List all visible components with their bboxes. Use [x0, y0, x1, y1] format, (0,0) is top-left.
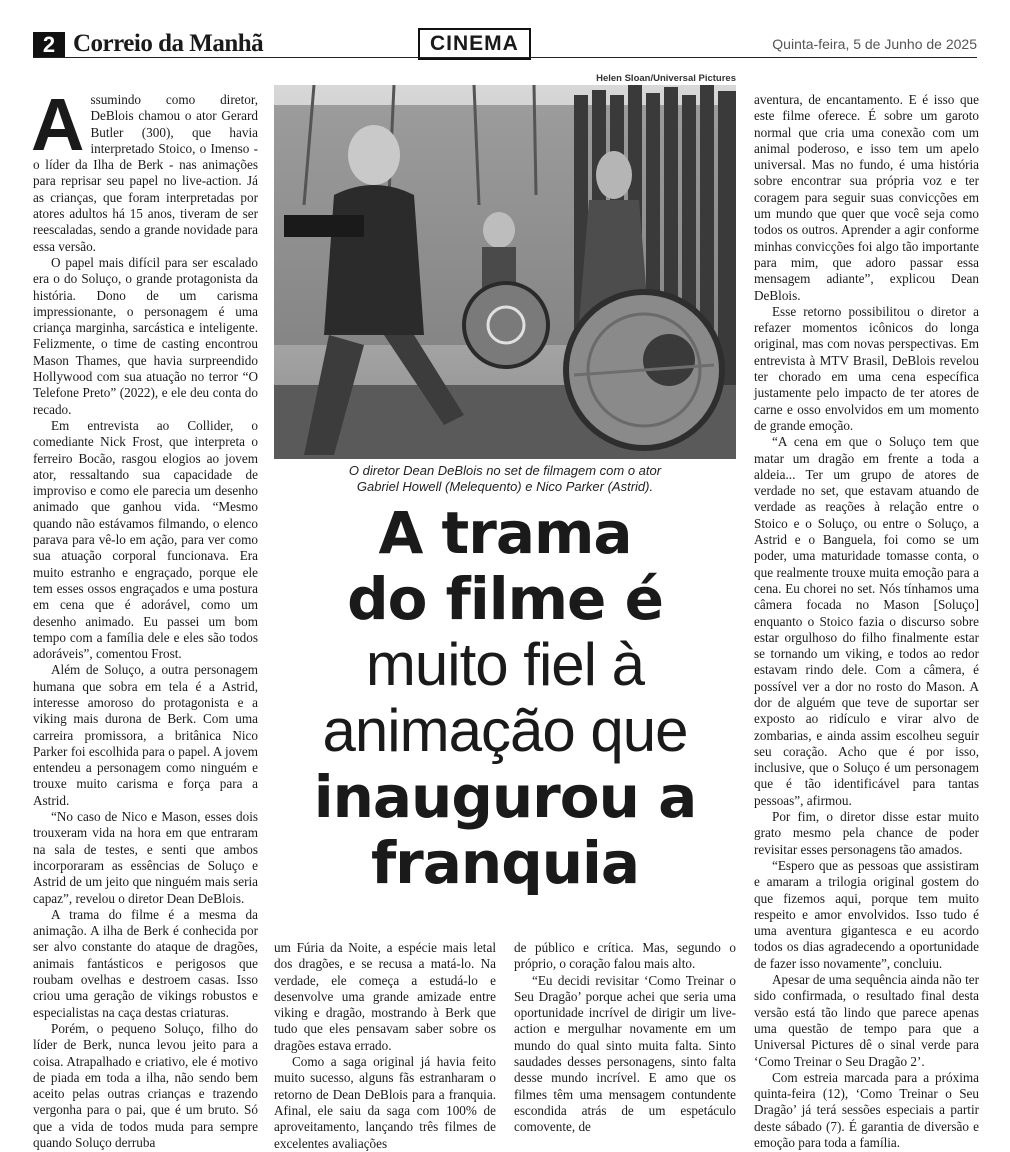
paragraph: A trama do filme é a mesma da animação. A ilha de Berk é conhecida por ser alvo constante do ataque de dragões, animais fantásticos e perigosos que roubam ovelhas e destroem casas. Isso criou uma geração de vikings robustos e especialistas na caça destas criaturas. [33, 906, 258, 1020]
article-column-3 [514, 940, 736, 1135]
photo-caption [274, 463, 736, 495]
issue-date: Quinta-feira, 5 de Junho de 2025 [772, 36, 977, 52]
page-number: 2 [33, 32, 65, 58]
paragraph: Além de Soluço, a outra personagem humana que sobra em tela é a Astrid, interesse amoroso do protagonista e a viking mais durona de Berk. Com uma carreira promissora, a britânica Nico Parker foi escolhida para o papel. A jovem entendeu a personagem como ninguém e trouxe muito carisma e força para a Astrid. [33, 662, 258, 808]
paragraph: Esse retorno possibilitou o diretor a refazer momentos icônicos do longa original, mas com novas perspectivas. Em entrevista à MTV Brasil, DeBlois revelou ter chorado em uma cena específica justamente pelo impacto de ter atores de carne e osso envolvidos em um momento de grande emoção. [754, 303, 979, 433]
pull-quote-line: A trama [378, 499, 632, 567]
lead-text: ssumindo como diretor, DeBlois chamou o ator Gerard Butler (300), que havia interpretado Stoico, o Imenso - o líder da Ilha de Berk - nas animações para reprisar seu papel no live-action. Já as crianças, que foram interpretadas por atores adultos há 15 anos, tiveram de ser reescaladas, sendo a grande novidade para essa versão. [33, 92, 258, 254]
caption-line-2: Gabriel Howell (Melequento) e Nico Parker (Astrid). [356, 479, 654, 494]
newspaper-title: Correio da Manhã [73, 30, 264, 57]
paragraph: Apesar de uma sequência ainda não ter sido confirmada, o resultado final desta versão está tão lindo que parece apenas uma questão de tempo para que a Universal Pictures dê o sinal verde para ‘Como Treinar o Seu Dragão 2’. [754, 972, 979, 1069]
pull-quote-line: muito fiel à [365, 631, 645, 698]
article-column-2 [274, 940, 496, 1151]
paragraph: de público e crítica. Mas, segundo o próprio, o coração falou mais alto. [514, 940, 736, 972]
lead-paragraph [31, 83, 258, 255]
paragraph: Em entrevista ao Collider, o comediante Nick Frost, que interpreta o ferreiro Bocão, rasgou elogios ao jovem ator, ressaltando sua capacidade de improviso e como ele parecia um desenho animado que ganhou vida. “Mesmo quando não estávamos filmando, o elenco parava para vê-lo em ação, para ver como sua atuação corporal funcionava. Era muito estranho e engraçado, porque ele tem esses ossos engraçados e uma postura em cena que é adorável, como um desenho animado. Eu passei um bom tempo com a família dele e eles são todos adoráveis”, comentou Frost. [33, 417, 258, 662]
article-column-1 [31, 83, 258, 1150]
film-set-photo [274, 85, 736, 459]
paragraph: Com estreia marcada para a próxima quinta-feira (12), ‘Como Treinar o Seu Dragão’ já terá sessões especiais a partir deste sábado (7). É garantia de diversão e emoção para toda a família. [754, 1069, 979, 1150]
photo-credit: Helen Sloan/Universal Pictures [596, 73, 736, 84]
paragraph: “Espero que as pessoas que assistiram e amaram a trilogia original gostem do que fizemos aqui, porque tem muito respeito e amor envolvidos. Isso tudo é uma aventura gigantesca e eu acordo todos os dias agradecendo a oportunidade de fazer isso novamente”, concluiu. [754, 857, 979, 971]
paragraph: “Eu decidi revisitar ‘Como Treinar o Seu Dragão’ porque achei que seria uma oportunidade incrível de dirigir um live-action e mergulhar novamente em um mundo do qual sinto muita falta. Sinto saudades desses personagens, sinto falta desse mundo incrível. E amo que os filmes têm uma mensagem contundente escondida atrás de um espetáculo comovente, de [514, 972, 736, 1135]
pull-quote-line: animação que [322, 697, 688, 764]
pull-quote-line: inaugurou a [313, 763, 697, 831]
pull-quote-line: do filme é [347, 565, 663, 633]
paragraph: O papel mais difícil para ser escalado era o do Soluço, o grande protagonista da história. Dono de um carisma impressionante, o personagem é uma criança marginha, sarcástica e inteligente. Felizmente, o time de casting encontrou Mason Thames, que havia surpreendido Hollywood com sua atuação no terror “O Telefone Preto” (2022), e ele deu conta do recado. [33, 254, 258, 417]
paragraph: aventura, de encantamento. E é isso que este filme oferece. É sobre um garoto normal que cria uma conexão com um animal poderoso, e isso tem um apelo universal. Mas no fundo, é uma história sobre encontrar sua própria voz e ter coragem para seguir suas convicções em um mundo que quer que você seja como todos os outros. Aprender a agir conforme minhas convicções foi algo tão importante para mim, que adoro passar essa mensagem adiante”, explicou Dean DeBlois. [754, 92, 979, 303]
section-label: CINEMA [418, 28, 531, 60]
article-column-4 [754, 92, 979, 1150]
page-header [33, 28, 977, 60]
header-rule [33, 57, 977, 58]
paragraph: “A cena em que o Soluço tem que matar um dragão em frente a toda a aldeia... Ter um grupo de atores de verdade no set, que estavam atuando de verdade as reações à relação entre o Stoico e o Soluço, ou entre o Soluço, a Astrid e o Banguela, foi como se um poder, uma maturidade tomasse conta, o que realmente trouxe muita emoção para a cena. Eu chorei no set. Nós tínhamos uma câmera focada no Mason [Soluço] enquanto o Stoico fazia o discurso sobre estar orgulhoso do filho finalmente estar se tornando um viking, e todos ao redor estavam rindo dele. Com a câmera, é possível ver a dor no rosto do Mason. A dor de alguém que teve de suportar ser exposto ao ridículo e virar alvo de zombarias, e ainda assim escolheu seguir seu coração. Acho que é por isso, inclusive, que o Soluço é um personagem que é tão identificável para tantas pessoas”, afirmou. [754, 434, 979, 808]
paragraph: Como a saga original já havia feito muito sucesso, alguns fãs estranharam o retorno de Dean DeBlois para a franquia. Afinal, ele saiu da saga com 100% de aproveitamento, lançando três filmes de excelentes avaliações [274, 1054, 496, 1151]
pull-quote [268, 500, 742, 896]
paragraph: um Fúria da Noite, a espécie mais letal dos dragões, e se recusa a matá-lo. Na verdade, ele começa a estudá-lo e desenvolve uma grande amizade entre viking e dragão, mostrando à Berk que tudo que eles pensavam saber sobre os dragões estava errado. [274, 940, 496, 1053]
drop-cap: A [31, 83, 85, 166]
paragraph: Porém, o pequeno Soluço, filho do líder de Berk, nunca levou jeito para a coisa. Atrapalhado e criativo, ele é motivo de piada em toda a ilha, não sendo bem aceito pelas outras crianças e trazendo vergonha para o pai, que é um bruto. Só que a vida de todos muda para sempre quando Soluço derruba [33, 1020, 258, 1150]
paragraph: Por fim, o diretor disse estar muito grato mesmo pela chance de poder revisitar esses personagens tão amados. [754, 809, 979, 857]
paragraph: “No caso de Nico e Mason, esses dois trouxeram vida na hora em que entraram na sala de testes, e senti que ambos incorporaram as essências de Soluço e Astrid de um jeito que ninguém mais seria capaz”, revelou o diretor Dean DeBlois. [33, 809, 258, 906]
caption-line-1: O diretor Dean DeBlois no set de filmagem com o ator [348, 463, 662, 478]
pull-quote-line: franquia [370, 829, 640, 897]
